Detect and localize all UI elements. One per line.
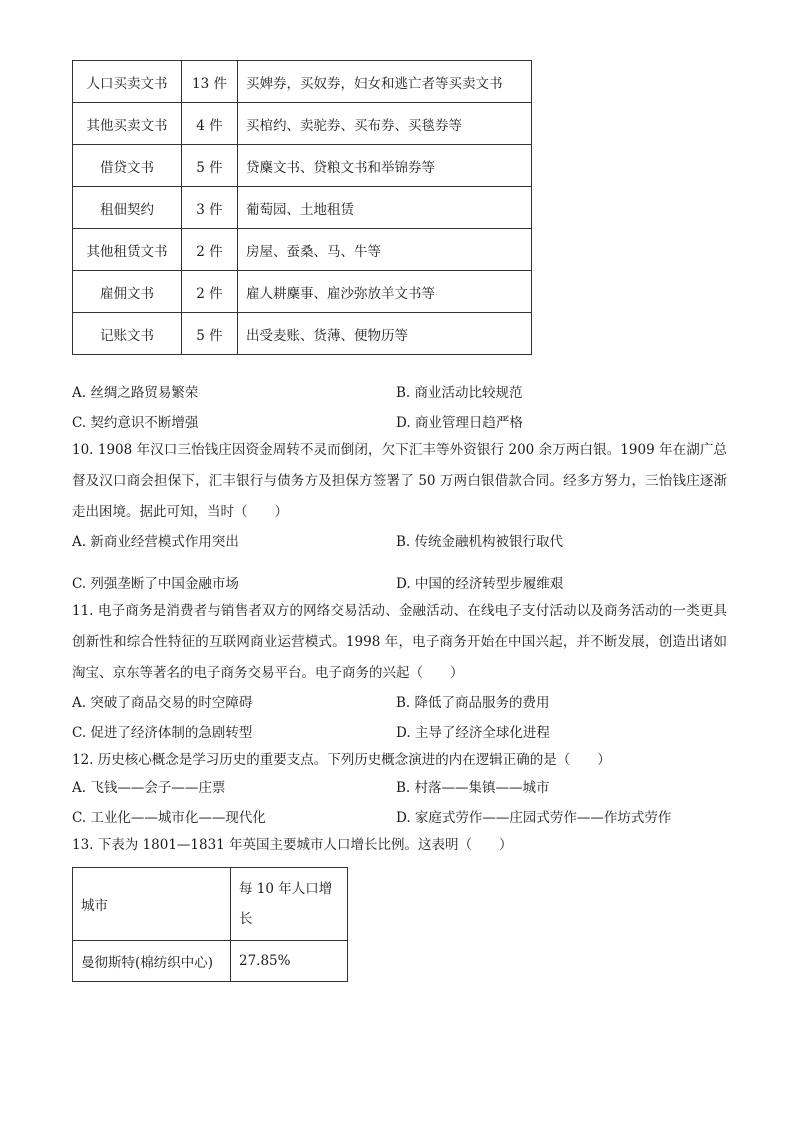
doc-type-cell: 其他租赁文书 bbox=[73, 229, 182, 271]
q9-option-a[interactable]: A. 丝绸之路贸易繁荣 bbox=[72, 385, 199, 401]
q11-option-a[interactable]: A. 突破了商品交易的时空障碍 bbox=[72, 695, 253, 711]
table-row bbox=[73, 187, 532, 229]
table-row bbox=[73, 103, 532, 145]
q10-option-c[interactable]: C. 列强垄断了中国金融市场 bbox=[72, 576, 239, 592]
table-row bbox=[73, 229, 532, 271]
q13-header-growth: 每 10 年人口增长 bbox=[231, 868, 348, 941]
q11-stem: 11. 电子商务是消费者与销售者双方的网络交易活动、金融活动、在线电子支付活动以及商务活动的一类更具创新性和综合性特征的互联网商业运营模式。1998 年，电子商务开始在中国兴起，并不断发展，创造出诸如淘宝、京东等著名的电子商务交易平台。电子商务的兴起（ ） bbox=[72, 603, 727, 681]
q10-options-row-1 bbox=[72, 532, 727, 552]
q11-option-b[interactable]: B. 降低了商品服务的费用 bbox=[396, 695, 550, 711]
q12-options-row-1 bbox=[72, 778, 727, 798]
q9-option-d[interactable]: D. 商业管理日趋严格 bbox=[396, 415, 523, 431]
doc-type-cell: 租佃契约 bbox=[73, 187, 182, 229]
q11-options-row-2 bbox=[72, 723, 727, 743]
doc-desc-cell: 葡萄园、土地租赁 bbox=[238, 187, 532, 229]
doc-desc-cell: 买婢券，买奴券，妇女和逃亡者等买卖文书 bbox=[238, 61, 532, 103]
q13-row-city: 曼彻斯特(棉纺织中心) bbox=[73, 941, 231, 982]
q13-table bbox=[72, 867, 348, 982]
table-row bbox=[73, 313, 532, 355]
q9-option-c[interactable]: C. 契约意识不断增强 bbox=[72, 415, 199, 431]
q9-options-row-1 bbox=[72, 383, 727, 403]
q10-option-d[interactable]: D. 中国的经济转型步履维艰 bbox=[396, 576, 564, 592]
q11-options-row-1 bbox=[72, 693, 727, 713]
doc-desc-cell: 雇人耕麇事、雇沙弥放羊文书等 bbox=[238, 271, 532, 313]
doc-type-cell: 借贷文书 bbox=[73, 145, 182, 187]
doc-count-cell: 4 件 bbox=[182, 103, 238, 145]
doc-count-cell: 3 件 bbox=[182, 187, 238, 229]
q10-options-row-2 bbox=[72, 574, 727, 594]
doc-desc-cell: 房屋、蚕桑、马、牛等 bbox=[238, 229, 532, 271]
table-row bbox=[73, 145, 532, 187]
q12-option-c[interactable]: C. 工业化——城市化——现代化 bbox=[72, 810, 266, 826]
doc-count-cell: 2 件 bbox=[182, 229, 238, 271]
q10-stem: 10. 1908 年汉口三怡钱庄因资金周转不灵而倒闭，欠下汇丰等外资银行 200 余万两白银。1909 年在湖广总督及汉口商会担保下，汇丰银行与债务方及担保方签署了 50 万两白银借款合同。经多方努力，三怡钱庄逐渐走出困境。据此可知，当时（ ） bbox=[72, 442, 727, 520]
q13-stem: 13. 下表为 1801—1831 年英国主要城市人口增长比例。这表明（ ） bbox=[72, 837, 513, 853]
q12-option-d[interactable]: D. 家庭式劳作——庄园式劳作——作坊式劳作 bbox=[396, 810, 672, 826]
doc-count-cell: 5 件 bbox=[182, 313, 238, 355]
doc-desc-cell: 买棺约、卖驼券、买布券、买毯券等 bbox=[238, 103, 532, 145]
doc-count-cell: 13 件 bbox=[182, 61, 238, 103]
doc-count-cell: 5 件 bbox=[182, 145, 238, 187]
q11-option-c[interactable]: C. 促进了经济体制的急剧转型 bbox=[72, 725, 253, 741]
doc-desc-cell: 出受麦账、货薄、便物历等 bbox=[238, 313, 532, 355]
doc-type-cell: 其他买卖文书 bbox=[73, 103, 182, 145]
q12-options-row-2 bbox=[72, 808, 727, 828]
q13-table-header-row bbox=[73, 868, 348, 941]
table-row bbox=[73, 61, 532, 103]
doc-desc-cell: 贷麇文书、贷粮文书和举锦券等 bbox=[238, 145, 532, 187]
document-table bbox=[72, 60, 532, 355]
q12-option-b[interactable]: B. 村落——集镇——城市 bbox=[396, 780, 550, 796]
q12-stem: 12. 历史核心概念是学习历史的重要支点。下列历史概念演进的内在逻辑正确的是（ ） bbox=[72, 752, 611, 768]
q13-table-row bbox=[73, 941, 348, 982]
q11-option-d[interactable]: D. 主导了经济全球化进程 bbox=[396, 725, 550, 741]
doc-type-cell: 雇佣文书 bbox=[73, 271, 182, 313]
q12-option-a[interactable]: A. 飞钱——会子——庄票 bbox=[72, 780, 226, 796]
q13-row-growth: 27.85% bbox=[231, 941, 348, 982]
table-row bbox=[73, 271, 532, 313]
q10-option-b[interactable]: B. 传统金融机构被银行取代 bbox=[396, 534, 564, 550]
q10-option-a[interactable]: A. 新商业经营模式作用突出 bbox=[72, 534, 239, 550]
doc-count-cell: 2 件 bbox=[182, 271, 238, 313]
q9-options-row-2 bbox=[72, 413, 727, 433]
document-page bbox=[72, 60, 727, 982]
doc-type-cell: 人口买卖文书 bbox=[73, 61, 182, 103]
q13-header-city: 城市 bbox=[73, 868, 231, 941]
doc-type-cell: 记账文书 bbox=[73, 313, 182, 355]
q9-option-b[interactable]: B. 商业活动比较规范 bbox=[396, 385, 523, 401]
